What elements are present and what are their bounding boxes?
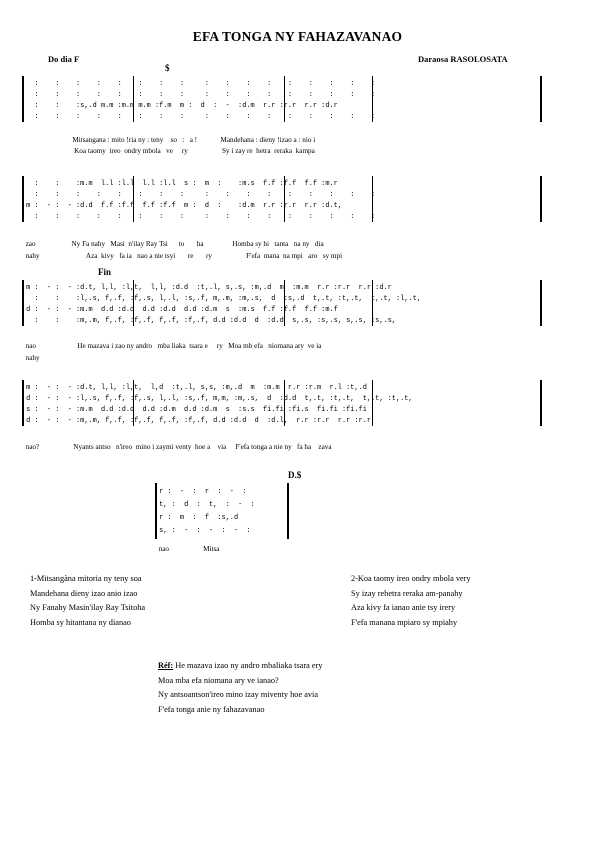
solfa-line-3: r : m : f :s,.d [155, 514, 239, 522]
lyric-line-1: zao Ny Fa nahy Masi n'ilay Ray Tsi to ha Homba sy hi tanta na ny dia [22, 240, 324, 248]
solfa-line-3: : : :s,.d m.m :m.m m.m :f.m m : d : - :d.m r.r :r.r r.r :d.r [22, 102, 338, 110]
segno-mark: $ [165, 63, 170, 73]
lyric-line-1: nao He mazava i zao ny andro mba liaka tsara e ry Moa mb efa niomana ary ve ia [22, 342, 322, 350]
refrain-line [158, 659, 322, 674]
dal-segno-mark: D.$ [288, 470, 302, 480]
solfa-line-3: d : - : - :m.m d.d :d.d d.d :d.d d.d :d.m s :m.s f.f :f.f f.f :m.f [22, 306, 338, 314]
solfa-line-4: s, : - : - : - : [155, 527, 251, 535]
solfa-line-4: d : - : - :m,.m, f,.f, :f,.f, f,.f, :f,.f, d.d :d.d d :d.l, r.r :r.r r.r :r.r [22, 417, 372, 425]
solfa-line-1: : : : : : : : : : : : : : : : : : [22, 80, 376, 88]
solfa-line-1: m : - : - :d.t, l,l, :l,t, l,d :t,.l, s,s, :m,.d m :m.m r.r :r.m r.l :t,.d [22, 384, 367, 392]
lyric-line-2: nahy [22, 354, 40, 362]
verse-line: F'efa manana mpiaro sy mpiahy [351, 617, 458, 627]
lyric-line-2: Koa taomy ireo ondry mbola ve ry Sy i zay re hetra reraka kampa [22, 147, 315, 155]
verse-line: Homba sy hitantana ny dianao [30, 617, 131, 627]
lyric-line-2: nahy Aza kivy fa ia nao a nie tsyi re ry F'efa mana na mpi aro sy mpi [22, 252, 343, 260]
refrain-text: He mazava izao ny andro mbaliaka tsara ery [175, 661, 323, 670]
fin-mark: Fin [98, 267, 112, 277]
refrain-line: Moa mba efa niomana ary ve ianao? [158, 675, 279, 685]
score-system-1 [22, 76, 544, 156]
score-system-2 [22, 176, 544, 266]
verse-line: 1-Mitsangàna mitoria ny teny soa [30, 574, 142, 583]
lyric-line-1: Mitsangana : mito !ria ny : teny so : a ! Mandehana : dieny !izao a : nio i [22, 136, 316, 144]
verse-line: Ny Fanahy Masin'ilay Ray Tsitoha [30, 603, 146, 612]
score-system-3 [22, 280, 544, 370]
composer: Daraosa RASOLOSATA [418, 54, 508, 64]
solfa-line-4: : : :m,.m, f,.f, :f,.f, f,.f, :f,.f, d.d :d.d d :d.d s,.s, :s,.s, s,.s, :s,.s, [22, 317, 396, 325]
score-system-4 [22, 380, 544, 460]
verse-line: Mandehana dieny izao anio izao [30, 588, 138, 598]
verse-2 [351, 572, 471, 630]
verse-line: Aza kivy fa ianao anie tsy irery [351, 603, 456, 612]
solfa-line-1: m : - : - :d.t, l,l, :l,t, l,l, :d.d :t,.l, s,.s, :m,.d m :m.m r.r :r.r r.r :d.r [22, 284, 392, 292]
solfa-line-1: : : :m.m l.l :l.l l.l :l.l s : m : :m.s f.f :f.f f.f :m.r [22, 180, 338, 188]
solfa-line-2: : : : : : : : : : : : : : : : : : [22, 191, 376, 199]
solfa-line-2: : : : : : : : : : : : : : : : : : [22, 91, 376, 99]
score-system-5 [155, 483, 295, 563]
song-title: EFA TONGA NY FAHAZAVANAO [192, 29, 403, 44]
solfa-line-2: t, : d : t, : - : [155, 501, 255, 509]
solfa-line-2: : : :l,.s, f,.f, :f,.s, l,.l, :s,.f, m,.m, :m,.s, d :s,.d t,.t, :t,.t, t,.t, :l,.t, [22, 295, 421, 303]
refrain [158, 659, 322, 717]
verse-line: Sy izay rehetra reraka am-panahy [351, 588, 463, 598]
solfa-line-4: : : : : : : : : : : : : : : : : : [22, 213, 376, 221]
solfa-line-2: d : - : - :l,.s, f,.f, :f,.s, l,.l, :s,.f, m,m, :m,.s, d :d.d t,.t, :t,.t, t,.t, :t,.t, [22, 395, 413, 403]
solfa-line-3: m : - : - :d.d f.f :f.f f.f :f.f m : d : :d.m r.r :r.r r.r :d.t, [22, 202, 342, 210]
lyric-line-1: nao? Nyants antso n'ireo mino i zaymi venty hoe a via F'efa tonga a nie ny fa ha zava [22, 443, 332, 451]
solfa-line-1: r : - : r : - : [155, 488, 247, 496]
verse-1 [30, 572, 145, 630]
key-signature: Do dia F [48, 54, 80, 64]
solfa-line-4: : : : : : : : : : : : : : : : : : [22, 113, 376, 121]
verse-line: 2-Koa taomy ireo ondry mbola very [351, 574, 471, 583]
refrain-label: Réf: [158, 661, 174, 670]
lyric-line-1: nao Mitsa [155, 545, 220, 553]
refrain-line: F'efa tonga anie ny fahazavanao [158, 704, 265, 714]
solfa-line-3: s : - : - :m.m d.d :d.d d.d :d.m d.d :d.m s :s.s fi.fi :fi.s fi.fi :fi.fi [22, 406, 367, 414]
refrain-line: Ny antsoantson'ireo mino izay miventy hoe avia [158, 690, 319, 699]
